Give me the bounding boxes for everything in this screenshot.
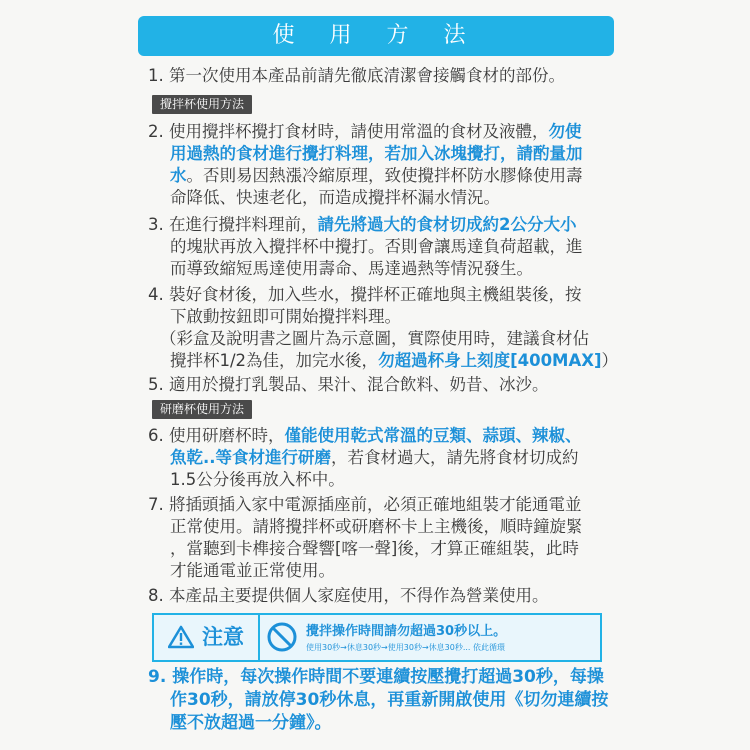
item-1: 1. 第一次使用本產品前請先徹底清潔會接觸食材的部份。	[148, 66, 565, 85]
notice-sub-text: 使用30秒→休息30秒→使用30秒→休息30秒... 依此循環	[306, 643, 505, 652]
notice-box	[152, 613, 602, 662]
section-tag-grinder: 研磨杯使用方法	[152, 400, 252, 419]
warning-icon	[168, 625, 194, 649]
page-title: 使 用 方 法	[138, 16, 614, 56]
item-5: 5. 適用於攪打乳製品、果汁、混合飲料、奶昔、冰沙。	[148, 375, 549, 394]
notice-main-text: 攪拌操作時間請勿超過30秒以上。	[306, 624, 507, 639]
prohibited-icon	[266, 621, 298, 653]
item-8: 8. 本產品主要提供個人家庭使用，不得作為營業使用。	[148, 586, 549, 605]
notice-header	[154, 615, 260, 660]
notice-label: 注意	[202, 625, 244, 649]
section-tag-blender: 攪拌杯使用方法	[152, 95, 252, 114]
instruction-page: 使 用 方 法 1. 第一次使用本產品前請先徹底清潔會接觸食材的部份。 攪拌杯使用方法 2. 使用攪拌杯攪打食材時，請使用常溫的食材及液體，勿使 用過熱的食材進行攪打料理，若加入冰塊攪打，請酌量加 水。否則易因熱漲冷縮原理，致使攪拌杯防水膠條使用壽 命降低、快速老化，而造成攪拌杯漏水情況。 3. 在進行攪拌料理前，請先將過大的食材切成約2公分大小 的塊狀再放入攪拌杯中攪打。否則會讓馬達負荷超載，進 而導致縮短馬達使用壽命、馬達過熱等情況發生。 4. 裝好食材後，加入些水，攪拌杯正確地與主機組裝後，按 下啟動按鈕即可開始攪拌料理。 （彩盒及說明書之圖片為示意圖，實際使用時，建議食材佔 攪拌杯1/2為佳，加完水後，勿超過杯身上刻度[400MAX]） 5. 適用於攪打乳製品、果汁、混合飲料、奶昔、冰沙。 研磨杯使用方法 6. 使用研磨杯時，僅能使用乾式常溫的豆類、蒜頭、辣椒、 魚乾..等食材進行研磨，若食材過大，請先將食材切成約 1.5公分後再放入杯中。 7. 將插頭插入家中電源插座前，必須正確地組裝才能通電並 正常使用。請將攪拌杯或研磨杯卡上主機後，順時鐘旋緊 ，當聽到卡榫接合聲響[喀一聲]後，才算正確組裝，此時 才能通電並正常使用。 8. 本產品主要提供個人家庭使用，不得作為營業使用。 注意 攪拌操作時間請勿超過30秒以上。 使用30秒→休息30秒→使用30秒→休息30秒... 依此循環 9. 操作時，每次操作時間不要連續按壓攪打超過30秒，每操 作30秒，請放停30秒休息，再重新開啟使用《切勿連續按 壓不放超過一分鐘》。	[0, 0, 750, 750]
